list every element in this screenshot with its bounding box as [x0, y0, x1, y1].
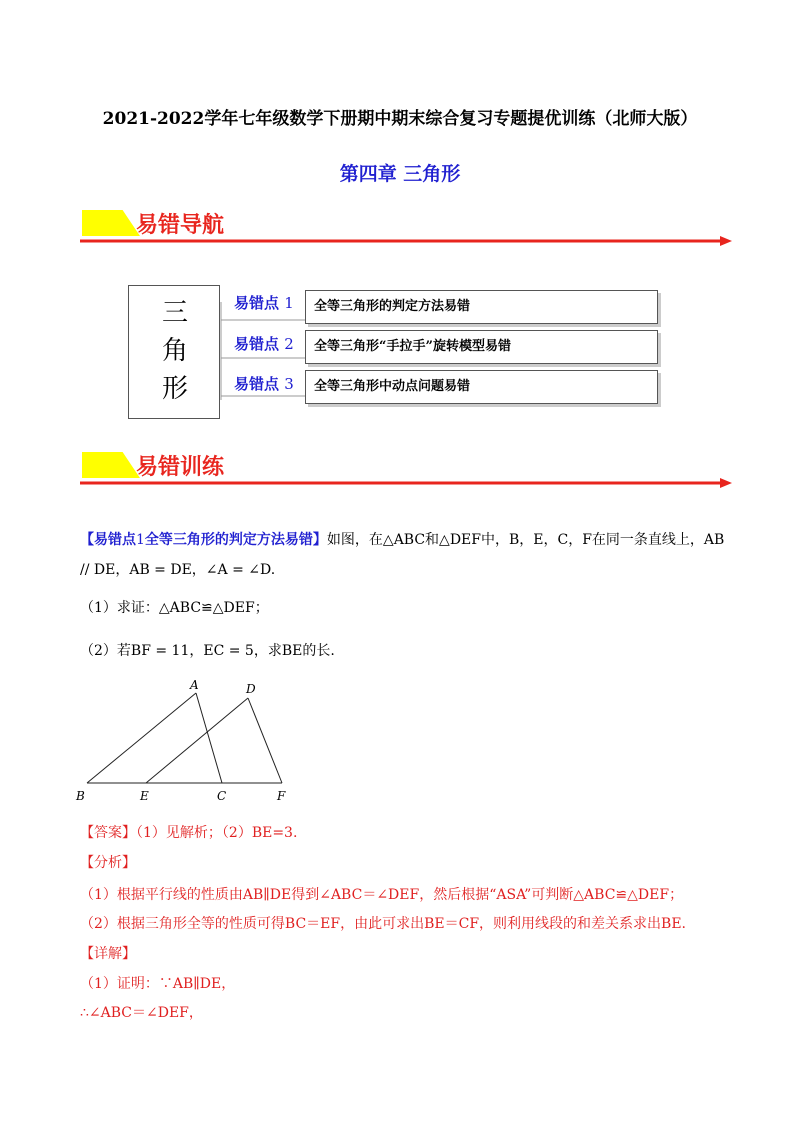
nav-point-box: 全等三角形中动点问题易错: [305, 370, 658, 404]
segment-de: [146, 698, 248, 783]
label-a: A: [190, 678, 199, 692]
heading-flag-icon: [82, 452, 140, 478]
heading-arrow-icon: [80, 234, 740, 248]
nav-char: 三: [161, 298, 188, 328]
segment-ab: [87, 693, 196, 783]
answer-tag: 【答案】: [80, 825, 136, 841]
nav-point-box: 全等三角形的判定方法易错: [305, 290, 658, 324]
label-f: F: [277, 789, 286, 803]
nav-point-label: 易错点 3: [234, 375, 294, 393]
label-b: B: [76, 789, 85, 803]
question-1: （1）求证：△ABC≌△DEF；: [80, 600, 269, 616]
heading-flag-icon: [82, 210, 140, 236]
nav-point-label: 易错点 2: [234, 335, 294, 353]
section-heading-label: 易错导航: [136, 213, 225, 238]
heading-arrow-icon: [80, 476, 740, 490]
nav-point-box: 全等三角形“手拉手”旋转模型易错: [305, 330, 658, 364]
section-heading-navigation: [80, 208, 740, 248]
detail-line2: ∴∠ABC＝∠DEF，: [80, 1005, 203, 1021]
triangle-figure: [72, 676, 302, 806]
label-d: D: [246, 682, 256, 696]
detail-tag: 【详解】: [80, 946, 136, 962]
section-heading-label: 易错训练: [136, 455, 225, 480]
nav-char: 角: [161, 336, 188, 366]
chapter-title: 第四章 三角形: [339, 163, 461, 185]
problem-stem-line1: 【易错点1全等三角形的判定方法易错】如图，在△ABC和△DEF中，B，E，C，F在同一条直线上，AB: [80, 532, 725, 548]
label-c: C: [217, 789, 227, 803]
detail-line1: （1）证明：∵AB∥DE，: [80, 976, 236, 992]
problem-stem-line2: // DE，AB = DE，∠A = ∠D.: [80, 562, 276, 578]
segment-df: [248, 698, 282, 783]
document-title: 2021-2022学年七年级数学下册期中期末综合复习专题提优训练（北师大版）: [102, 109, 698, 129]
analysis-line2: （2）根据三角形全等的性质可得BC＝EF，由此可求出BE＝CF，则利用线段的和差关系求出BE.: [80, 916, 686, 932]
answer-line: 【答案】（1）见解析；（2）BE=3.: [80, 825, 298, 841]
question-2: （2）若BF = 11，EC = 5，求BE的长.: [80, 643, 335, 659]
nav-char: 形: [161, 374, 188, 404]
nav-point-label: 易错点 1: [234, 294, 294, 312]
section-heading-training: [80, 450, 740, 490]
label-e: E: [140, 789, 149, 803]
nav-topic-box: [128, 285, 220, 419]
analysis-line1: （1）根据平行线的性质由AB∥DE得到∠ABC＝∠DEF，然后根据“ASA”可判断△ABC≌△DEF；: [80, 887, 684, 903]
analysis-tag: 【分析】: [80, 855, 136, 871]
